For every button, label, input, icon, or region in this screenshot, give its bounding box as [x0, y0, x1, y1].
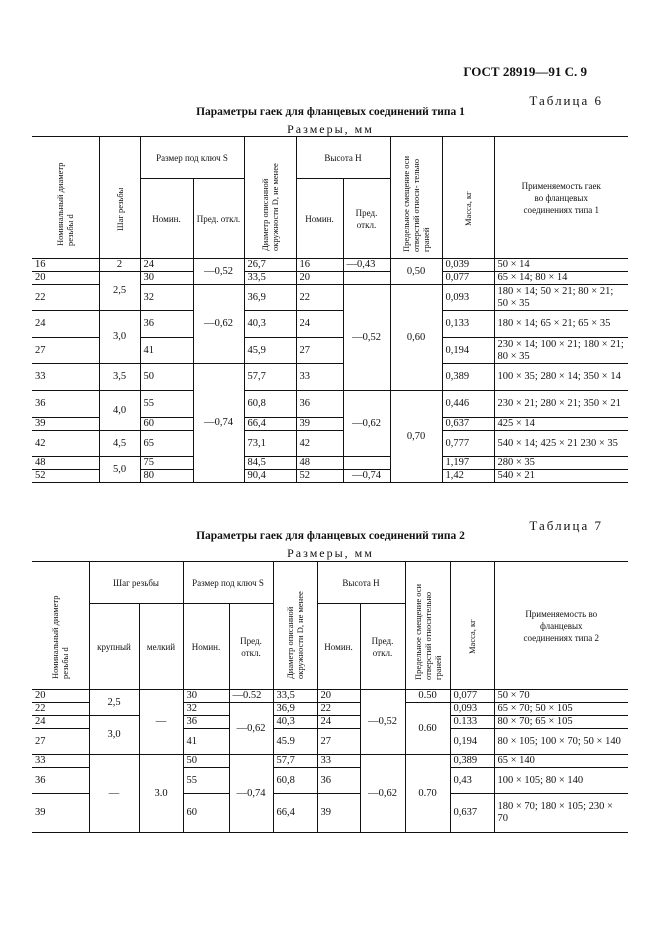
cell: 0,70 [390, 391, 442, 483]
t7-h-app: Применяемость во фланцевых соединениях типа 2 [494, 562, 628, 690]
cell: 30 [183, 690, 229, 703]
cell: 1,42 [442, 470, 494, 483]
cell [343, 457, 390, 470]
t6-h-s-dev: Пред. откл. [193, 179, 244, 259]
cell: 65 × 70; 50 × 105 [494, 703, 628, 716]
table6 [32, 136, 628, 483]
table-row [32, 391, 628, 418]
table6-title: Параметры гаек для фланцевых соединений типа 1 [196, 106, 465, 118]
cell: 0,093 [450, 703, 494, 716]
cell: —0,62 [343, 391, 390, 457]
t6-h-mass: Масса, кг [442, 137, 494, 259]
cell: 2 [99, 259, 140, 272]
t6-h-H-dev: Пред. откл. [343, 179, 390, 259]
t7-h-pitch: Шаг резьбы [89, 562, 183, 604]
cell: 230 × 14; 100 × 21; 180 × 21; 80 × 35 [494, 338, 628, 364]
cell: 55 [183, 768, 229, 794]
cell: 16 [296, 259, 343, 272]
cell: 3,5 [99, 364, 140, 391]
cell: 50 [183, 755, 229, 768]
cell: 32 [140, 285, 193, 311]
cell: 0,039 [442, 259, 494, 272]
cell: 0,389 [442, 364, 494, 391]
cell: 50 [140, 364, 193, 391]
cell: 60 [183, 794, 229, 833]
t6-h-pitch: Шаг резьбы [99, 137, 140, 259]
cell: 36 [32, 768, 89, 794]
cell: 24 [32, 311, 99, 338]
cell: 60 [140, 418, 193, 431]
cell: —0,62 [360, 755, 405, 833]
page-header: ГОСТ 28919—91 С. 9 [463, 64, 587, 79]
cell: 48 [296, 457, 343, 470]
t7-h-offset: Предельное смещение оси отверстий относительно граней [405, 562, 450, 690]
cell: 55 [140, 391, 193, 418]
table7 [32, 561, 628, 833]
cell: 26,7 [244, 259, 296, 272]
cell: 0,389 [450, 755, 494, 768]
cell: 57,7 [244, 364, 296, 391]
cell: 80 [140, 470, 193, 483]
cell: —0,43 [343, 259, 390, 272]
cell: 52 [32, 470, 99, 483]
cell: 0,637 [450, 794, 494, 833]
cell: 36,9 [273, 703, 317, 716]
cell: 39 [32, 794, 89, 833]
t7-h-D: Диаметр описанной окружности D, не менее [273, 562, 317, 690]
cell: 0,777 [442, 431, 494, 457]
cell: 180 × 70; 180 × 105; 230 × 70 [494, 794, 628, 833]
t7-h-H-nom: Номин. [317, 604, 360, 690]
cell: 16 [32, 259, 99, 272]
cell: 57,7 [273, 755, 317, 768]
cell: 41 [183, 729, 229, 755]
table-row [32, 259, 628, 272]
cell: — [89, 755, 139, 833]
cell: 180 × 14; 50 × 21; 80 × 21; 50 × 35 [494, 285, 628, 311]
cell: 36 [296, 391, 343, 418]
cell: 100 × 35; 280 × 14; 350 × 14 [494, 364, 628, 391]
cell: 50 × 14 [494, 259, 628, 272]
cell: 65 × 14; 80 × 14 [494, 272, 628, 285]
cell: 36 [32, 391, 99, 418]
cell: 33 [296, 364, 343, 391]
cell: 33 [32, 364, 99, 391]
table-row [32, 431, 628, 457]
cell: 45,9 [244, 338, 296, 364]
cell: 33,5 [244, 272, 296, 285]
table-row [32, 457, 628, 470]
cell: 0,194 [450, 729, 494, 755]
cell: 0.50 [405, 690, 450, 703]
table-row [32, 716, 628, 729]
cell: 52 [296, 470, 343, 483]
t7-h-H: Высота H [317, 562, 405, 604]
t6-h-s: Размер под ключ S [140, 137, 244, 179]
cell: 22 [296, 285, 343, 311]
cell: 40,3 [244, 311, 296, 338]
cell: 100 × 105; 80 × 140 [494, 768, 628, 794]
cell: 84,5 [244, 457, 296, 470]
cell: 73,1 [244, 431, 296, 457]
cell: 0,133 [442, 311, 494, 338]
cell: 27 [32, 729, 89, 755]
table6-number: Таблица 6 [529, 93, 603, 108]
cell: 425 × 14 [494, 418, 628, 431]
t7-h-fine: мелкий [139, 604, 183, 690]
t7-h-coarse: крупный [89, 604, 139, 690]
cell: 24 [32, 716, 89, 729]
cell: 24 [317, 716, 360, 729]
t6-h-app: Применяемость гаек во фланцевых соединениях типа 1 [494, 137, 628, 259]
cell: 39 [32, 418, 99, 431]
cell: 36 [183, 716, 229, 729]
cell: 40,3 [273, 716, 317, 729]
cell: 36,9 [244, 285, 296, 311]
cell: 42 [32, 431, 99, 457]
cell: 27 [32, 338, 99, 364]
cell: 0,43 [450, 768, 494, 794]
cell: 60,8 [273, 768, 317, 794]
cell: 0,60 [390, 285, 442, 391]
cell: 0,194 [442, 338, 494, 364]
t7-h-d: Номинальный диаметр резьбы d [32, 562, 89, 690]
cell: 90,4 [244, 470, 296, 483]
cell: —0,74 [229, 755, 273, 833]
cell: 180 × 14; 65 × 21; 65 × 35 [494, 311, 628, 338]
cell: —0,62 [193, 285, 244, 364]
cell: 0.60 [405, 703, 450, 755]
table-row [32, 272, 628, 285]
cell: 0,093 [442, 285, 494, 311]
cell: 22 [32, 703, 89, 716]
cell: 27 [317, 729, 360, 755]
cell: 22 [32, 285, 99, 311]
table-row [32, 690, 628, 703]
cell: —0,74 [343, 470, 390, 483]
cell: —0,74 [193, 364, 244, 483]
table-row [32, 364, 628, 391]
cell: 5,0 [99, 457, 140, 483]
t6-h-D: Диаметр описанной окружности D, не менее [244, 137, 296, 259]
cell: —0.52 [229, 690, 273, 703]
cell: 45.9 [273, 729, 317, 755]
table-row [32, 311, 628, 338]
cell: 24 [296, 311, 343, 338]
cell: 22 [317, 703, 360, 716]
cell: 30 [140, 272, 193, 285]
cell: 65 [140, 431, 193, 457]
t6-h-H-nom: Номин. [296, 179, 343, 259]
t7-h-s-nom: Номин. [183, 604, 229, 690]
cell [343, 272, 390, 285]
cell: 20 [32, 690, 89, 703]
cell: 24 [140, 259, 193, 272]
cell: 39 [317, 794, 360, 833]
t7-h-mass: Масса, кг [450, 562, 494, 690]
cell: 4,5 [99, 431, 140, 457]
t6-h-s-nom: Номин. [140, 179, 193, 259]
cell: —0,52 [360, 690, 405, 755]
cell: 540 × 14; 425 × 21 230 × 35 [494, 431, 628, 457]
cell: 39 [296, 418, 343, 431]
cell: 27 [296, 338, 343, 364]
cell: 0,637 [442, 418, 494, 431]
cell: —0,52 [343, 285, 390, 391]
cell: 540 × 21 [494, 470, 628, 483]
cell: 33 [317, 755, 360, 768]
cell: —0,52 [193, 259, 244, 285]
cell: — [139, 690, 183, 755]
cell: 3,0 [89, 716, 139, 755]
cell: 280 × 35 [494, 457, 628, 470]
cell: 0,077 [442, 272, 494, 285]
table7-subtitle: Размеры, мм [287, 546, 374, 560]
cell: 80 × 105; 100 × 70; 50 × 140 [494, 729, 628, 755]
cell: 33 [32, 755, 89, 768]
cell: 20 [32, 272, 99, 285]
cell: 20 [317, 690, 360, 703]
cell: 2,5 [89, 690, 139, 716]
cell: 1,197 [442, 457, 494, 470]
cell: 48 [32, 457, 99, 470]
t7-h-s: Размер под ключ S [183, 562, 273, 604]
cell: 41 [140, 338, 193, 364]
cell: 66,4 [244, 418, 296, 431]
cell: 75 [140, 457, 193, 470]
cell: 3.0 [139, 755, 183, 833]
t6-h-H: Высота H [296, 137, 390, 179]
cell: 32 [183, 703, 229, 716]
table7-number: Таблица 7 [529, 518, 603, 533]
table-row [32, 755, 628, 768]
cell: 36 [317, 768, 360, 794]
t6-h-d: Номинальный диаметр резьбы d [32, 137, 99, 259]
cell: 42 [296, 431, 343, 457]
cell: 230 × 21; 280 × 21; 350 × 21 [494, 391, 628, 418]
cell: 0,50 [390, 259, 442, 285]
cell: 0,077 [450, 690, 494, 703]
cell: —0,62 [229, 703, 273, 755]
cell: 33,5 [273, 690, 317, 703]
t6-h-offset: Предельное смещение оси отверстий относи- тельно граней [390, 137, 442, 259]
cell: 4,0 [99, 391, 140, 431]
t7-h-H-dev: Пред. откл. [360, 604, 405, 690]
cell: 36 [140, 311, 193, 338]
table6-subtitle: Размеры, мм [287, 122, 374, 136]
cell: 65 × 140 [494, 755, 628, 768]
cell: 66,4 [273, 794, 317, 833]
cell: 2,5 [99, 272, 140, 311]
cell: 3,0 [99, 311, 140, 364]
cell: 0,446 [442, 391, 494, 418]
t7-h-s-dev: Пред. откл. [229, 604, 273, 690]
cell: 80 × 70; 65 × 105 [494, 716, 628, 729]
cell: 0.133 [450, 716, 494, 729]
table7-title: Параметры гаек для фланцевых соединений типа 2 [196, 530, 465, 542]
cell: 0.70 [405, 755, 450, 833]
cell: 60,8 [244, 391, 296, 418]
cell: 50 × 70 [494, 690, 628, 703]
cell: 20 [296, 272, 343, 285]
